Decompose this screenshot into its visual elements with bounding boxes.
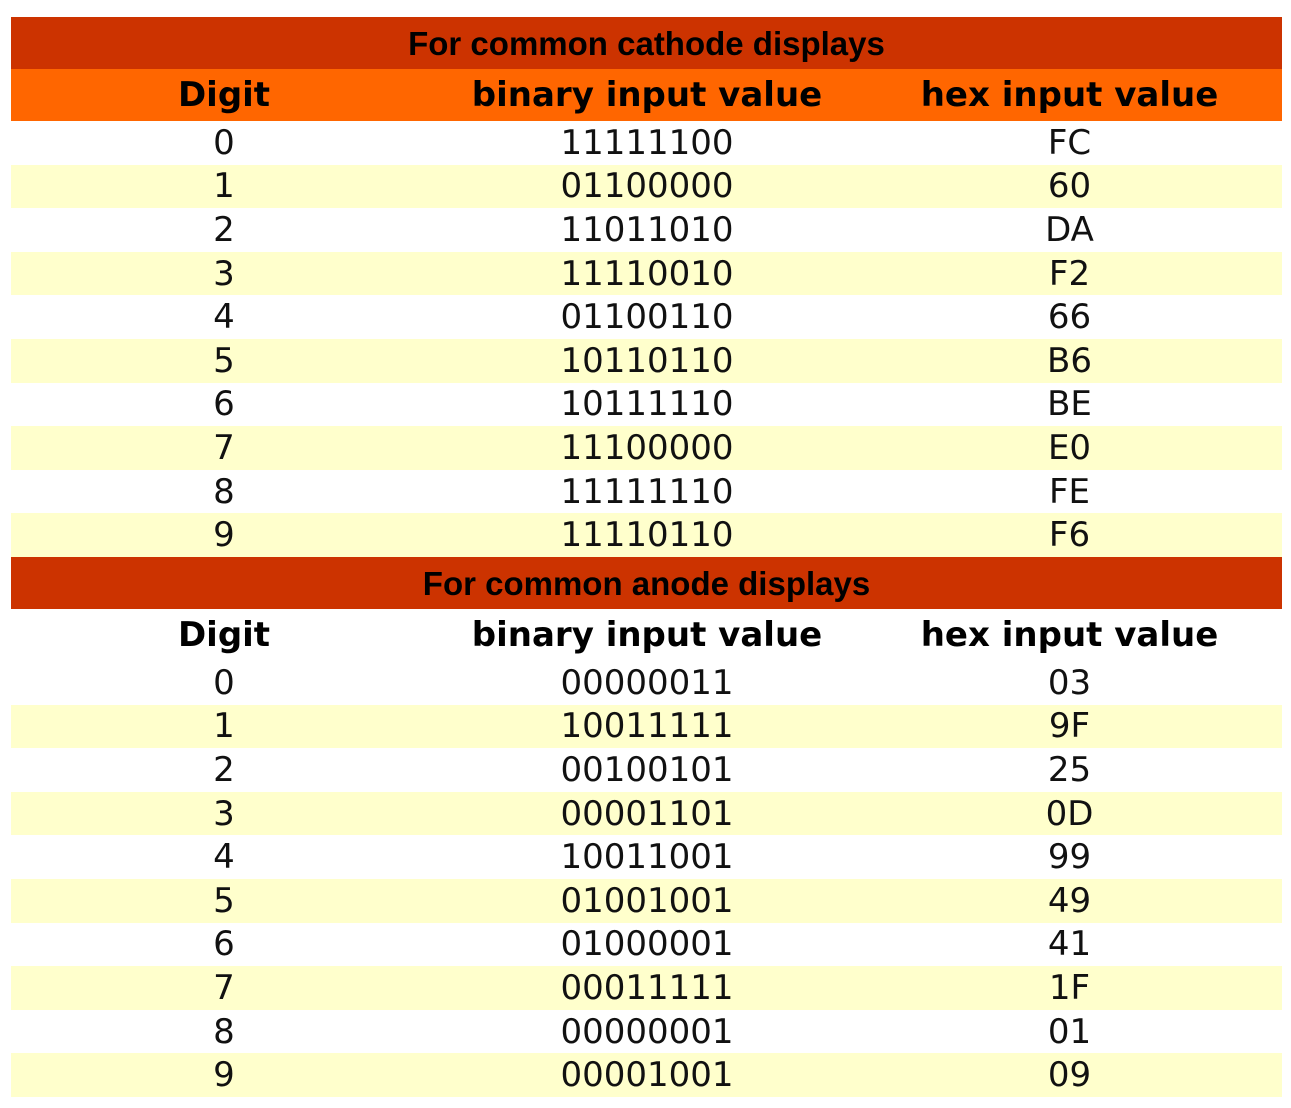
table-row [11,1053,1282,1097]
binary-cell: 11100000 [560,427,734,468]
cathode-header-digit: Digit [177,75,271,115]
table-row [11,661,1282,705]
binary-cell: 01001001 [560,880,734,921]
table-row [11,705,1282,749]
cathode-table-body [11,121,1282,557]
digit-cell: 5 [213,880,235,921]
anode-header-hex: hex input value [920,615,1219,655]
binary-cell: 11110010 [560,253,734,294]
hex-cell: 1F [1048,967,1091,1008]
table-row [11,383,1282,427]
digit-cell: 4 [213,297,235,338]
table-row [11,513,1282,557]
table-row [11,835,1282,879]
binary-cell: 00001001 [560,1055,734,1096]
cathode-table [11,17,1282,557]
hex-cell: 03 [1047,662,1092,703]
table-row [11,339,1282,383]
digit-cell: 6 [213,924,235,965]
binary-cell: 00001101 [560,793,734,834]
hex-cell: 9F [1048,706,1091,747]
hex-cell: 25 [1047,749,1092,790]
hex-cell: 66 [1047,297,1092,338]
digit-cell: 3 [213,793,235,834]
cathode-table-title: For common cathode displays [11,17,1282,69]
hex-cell: F6 [1048,515,1091,556]
binary-cell: 00000001 [560,1011,734,1052]
table-row [11,966,1282,1010]
digit-cell: 7 [213,427,235,468]
cathode-header-row [11,69,1282,121]
binary-cell: 11111110 [560,471,734,512]
digit-cell: 2 [213,209,235,250]
digit-cell: 1 [213,166,235,207]
digit-cell: 6 [213,384,235,425]
hex-cell: 01 [1047,1011,1092,1052]
anode-header-row [11,609,1282,661]
anode-table [11,557,1282,1097]
table-row [11,252,1282,296]
hex-cell: B6 [1047,340,1092,381]
binary-cell: 00100101 [560,749,734,790]
anode-table-body [11,661,1282,1097]
binary-cell: 11111100 [560,122,734,163]
digit-cell: 2 [213,749,235,790]
digit-cell: 3 [213,253,235,294]
hex-cell: 41 [1047,924,1092,965]
hex-cell: E0 [1047,427,1092,468]
digit-cell: 8 [213,1011,235,1052]
binary-cell: 10011001 [560,837,734,878]
table-row [11,426,1282,470]
anode-table-title: For common anode displays [11,557,1282,609]
digit-cell: 9 [213,515,235,556]
digit-cell: 7 [213,967,235,1008]
hex-cell: DA [1045,209,1094,250]
binary-cell: 01100110 [560,297,734,338]
binary-cell: 00011111 [560,967,734,1008]
anode-header-digit: Digit [177,615,271,655]
binary-cell: 01000001 [560,924,734,965]
digit-cell: 8 [213,471,235,512]
binary-cell: 10111110 [560,384,734,425]
table-row [11,879,1282,923]
binary-cell: 10011111 [560,706,734,747]
binary-cell: 10110110 [560,340,734,381]
table-row [11,792,1282,836]
table-row [11,748,1282,792]
hex-cell: 60 [1047,166,1092,207]
digit-cell: 4 [213,837,235,878]
hex-cell: 99 [1047,837,1092,878]
table-row [11,923,1282,967]
digit-cell: 5 [213,340,235,381]
digit-cell: 0 [213,662,235,703]
hex-cell: 0D [1045,793,1094,834]
table-row [11,470,1282,514]
binary-cell: 01100000 [560,166,734,207]
table-row [11,121,1282,165]
hex-cell: FE [1048,471,1091,512]
binary-cell: 11110110 [560,515,734,556]
hex-cell: F2 [1048,253,1091,294]
digit-cell: 0 [213,122,235,163]
binary-cell: 11011010 [560,209,734,250]
hex-cell: 49 [1047,880,1092,921]
cathode-header-hex: hex input value [920,75,1219,115]
table-row [11,295,1282,339]
table-row [11,1010,1282,1054]
table-row [11,165,1282,209]
hex-cell: BE [1047,384,1092,425]
binary-cell: 00000011 [560,662,734,703]
hex-cell: 09 [1047,1055,1092,1096]
anode-header-binary: binary input value [471,615,823,655]
table-row [11,208,1282,252]
hex-cell: FC [1047,122,1092,163]
cathode-header-binary: binary input value [471,75,823,115]
digit-cell: 9 [213,1055,235,1096]
digit-cell: 1 [213,706,235,747]
